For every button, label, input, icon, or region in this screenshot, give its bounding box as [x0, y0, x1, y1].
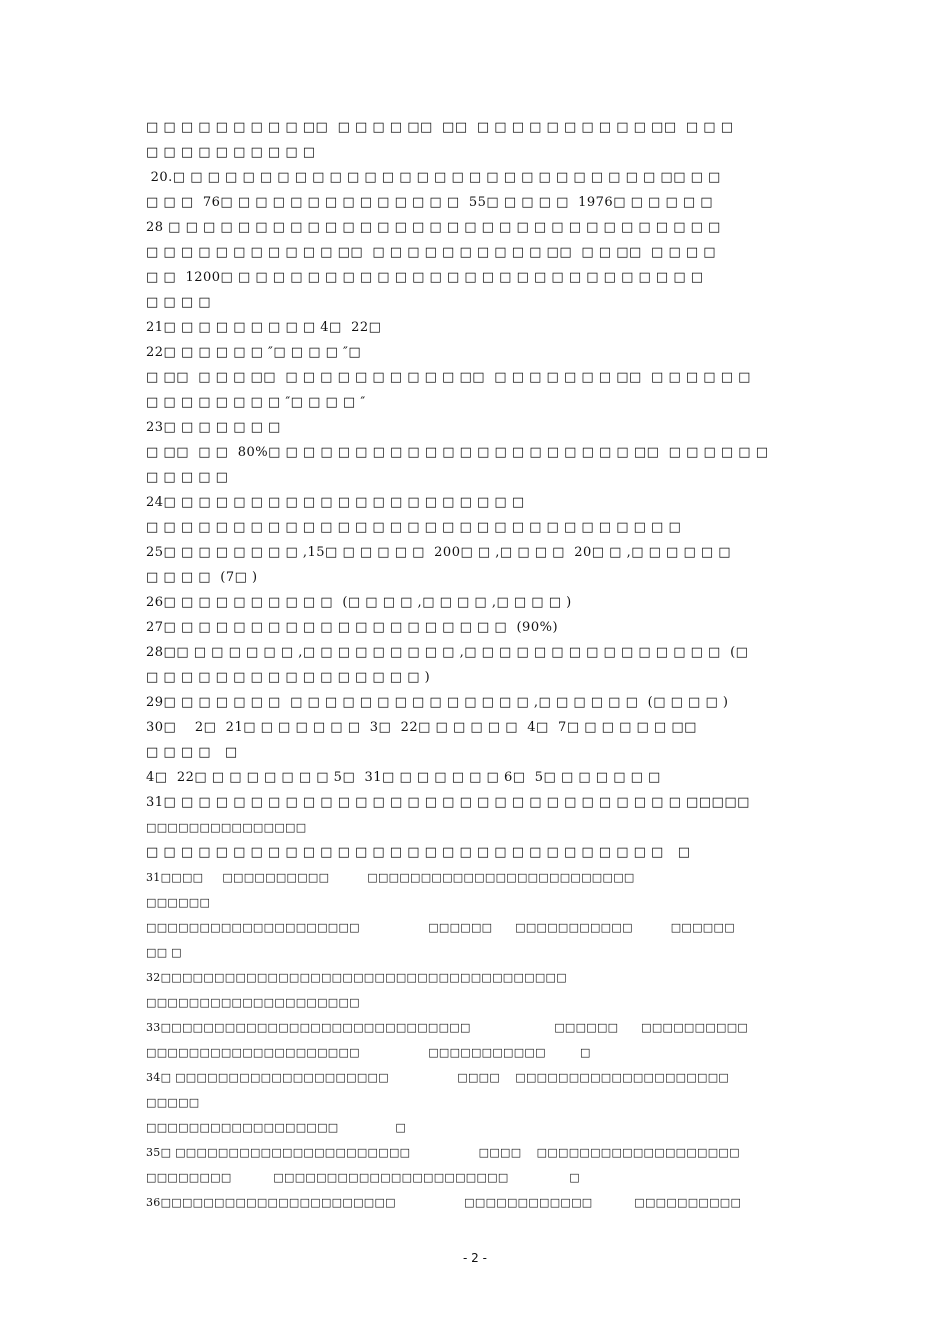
text-line: □ □ □ □ □ □ □ □ □ □ □ □ □ □ □ □ ) — [146, 670, 431, 685]
text-line: 36□□□□□□□□□□□□□□□□□□□□□□ □□□□□□□□□□□□ □□□□□□□□□□ — [146, 1196, 742, 1209]
text-line: □□□□□□□□ □□□□□□□□□□□□□□□□□□□□□□ □ — [146, 1171, 580, 1184]
text-line: 25□ □ □ □ □ □ □ □ ,15□ □ □ □ □ □ 200□ □ ,□ □ □ □ 20□ □ ,□ □ □ □ □ □ — [146, 545, 732, 560]
text-line: □ □ □ □ □ □ □ □ □ □□ □ □ □ □ □□ □□ □ □ □ □ □ □ □ □ □ □ □□ □ □ □ — [146, 120, 734, 135]
text-line: 34□ □□□□□□□□□□□□□□□□□□□□ □□□□ □□□□□□□□□□□□□□□□□□□□ — [146, 1071, 730, 1084]
text-line: 27□ □ □ □ □ □ □ □ □ □ □ □ □ □ □ □ □ □ □ □ (90%) — [146, 620, 559, 635]
text-line: □□□□□□□□□□□□□□□□□□□□ — [146, 996, 360, 1009]
text-line: □ □ □ □ □ □ □ □ □ □ □ □ □ □ □ □ □ □ □ □ □ □ □ □ □ □ □ □ □ □ □ — [146, 845, 691, 860]
text-line: 28□□ □ □ □ □ □ □ ,□ □ □ □ □ □ □ □ □ ,□ □ □ □ □ □ □ □ □ □ □ □ □ □ □ (□ — [146, 645, 749, 660]
text-line: 29□ □ □ □ □ □ □ □ □ □ □ □ □ □ □ □ □ □ □ □ □ ,□ □ □ □ □ □ (□ □ □ □ ) — [146, 695, 729, 710]
text-line: 20.□ □ □ □ □ □ □ □ □ □ □ □ □ □ □ □ □ □ □ □ □ □ □ □ □ □ □ □ □□ □ □ — [146, 170, 721, 185]
text-line: 22□ □ □ □ □ □ ″□ □ □ □ ″□ — [146, 345, 362, 360]
text-line: 26□ □ □ □ □ □ □ □ □ □ (□ □ □ □ ,□ □ □ □ ,□ □ □ □ ) — [146, 595, 572, 610]
page-number: - 2 - — [463, 1251, 487, 1265]
text-line: □ □ □ □ (7□ ) — [146, 570, 258, 585]
text-line: □ □ □ □ □ □ □ □ □ □ □ □□ □ □ □ □ □ □ □ □ □ □ □□ □ □ □□ □ □ □ □ — [146, 245, 717, 260]
text-line: □ □□ □ □ 80%□ □ □ □ □ □ □ □ □ □ □ □ □ □ □ □ □ □ □ □ □ □□ □ □ □ □ □ □ — [146, 445, 769, 460]
text-line: □□□□□□□□□□□□□□□□□□ □ — [146, 1121, 407, 1134]
text-line: 32□□□□□□□□□□□□□□□□□□□□□□□□□□□□□□□□□□□□□□ — [146, 971, 567, 984]
text-line: □ □ □ □ □ □ □ □ ″□ □ □ □ ″ — [146, 395, 366, 410]
text-line: 23□ □ □ □ □ □ □ — [146, 420, 281, 435]
text-line: □ □□ □ □ □ □□ □ □ □ □ □ □ □ □ □ □ □□ □ □ □ □ □ □ □ □□ □ □ □ □ □ □ — [146, 370, 751, 385]
text-line: □ □ □ □ □ — [146, 745, 238, 760]
text-line: 4□ 22□ □ □ □ □ □ □ □ 5□ 31□ □ □ □ □ □ □ 6□ 5□ □ □ □ □ □ □ — [146, 770, 661, 785]
text-line: 31□□□□ □□□□□□□□□□ □□□□□□□□□□□□□□□□□□□□□□□□□ — [146, 871, 635, 884]
text-line: □ □ 1200□ □ □ □ □ □ □ □ □ □ □ □ □ □ □ □ □ □ □ □ □ □ □ □ □ □ □ □ — [146, 270, 704, 285]
text-line: □ □ □ 76□ □ □ □ □ □ □ □ □ □ □ □ □ □ 55□ □ □ □ □ 1976□ □ □ □ □ □ — [146, 195, 714, 210]
text-line: 28 □ □ □ □ □ □ □ □ □ □ □ □ □ □ □ □ □ □ □ □ □ □ □ □ □ □ □ □ □ □ □ □ — [146, 220, 721, 235]
text-line: □□□□□□□□□□□□□□□□□□□□ □□□□□□□□□□□ □ — [146, 1046, 591, 1059]
text-line: □ □ □ □ — [146, 295, 212, 310]
text-line: 30□ 2□ 21□ □ □ □ □ □ □ 3□ 22□ □ □ □ □ □ 4□ 7□ □ □ □ □ □ □□ — [146, 720, 697, 735]
text-line: 33□□□□□□□□□□□□□□□□□□□□□□□□□□□□□ □□□□□□ □□□□□□□□□□ — [146, 1021, 749, 1034]
text-line: □□□□□□ — [146, 896, 211, 909]
text-line: 35□ □□□□□□□□□□□□□□□□□□□□□□ □□□□ □□□□□□□□□□□□□□□□□□□ — [146, 1146, 740, 1159]
text-line: □□□□□□□□□□□□□□□ — [146, 821, 307, 834]
text-line: □ □ □ □ □ — [146, 470, 229, 485]
text-line: □□ □ — [146, 946, 182, 959]
text-line: □ □ □ □ □ □ □ □ □ □ — [146, 145, 316, 160]
text-line: 31□ □ □ □ □ □ □ □ □ □ □ □ □ □ □ □ □ □ □ □ □ □ □ □ □ □ □ □ □ □ □□□□□ — [146, 795, 750, 810]
text-line: 24□ □ □ □ □ □ □ □ □ □ □ □ □ □ □ □ □ □ □ □ □ — [146, 495, 525, 510]
text-line: □□□□□□□□□□□□□□□□□□□□ □□□□□□ □□□□□□□□□□□ □□□□□□ — [146, 921, 735, 934]
text-line: 21□ □ □ □ □ □ □ □ □ 4□ 22□ — [146, 320, 382, 335]
text-line: □□□□□ — [146, 1096, 200, 1109]
text-line: □ □ □ □ □ □ □ □ □ □ □ □ □ □ □ □ □ □ □ □ □ □ □ □ □ □ □ □ □ □ □ — [146, 520, 682, 535]
